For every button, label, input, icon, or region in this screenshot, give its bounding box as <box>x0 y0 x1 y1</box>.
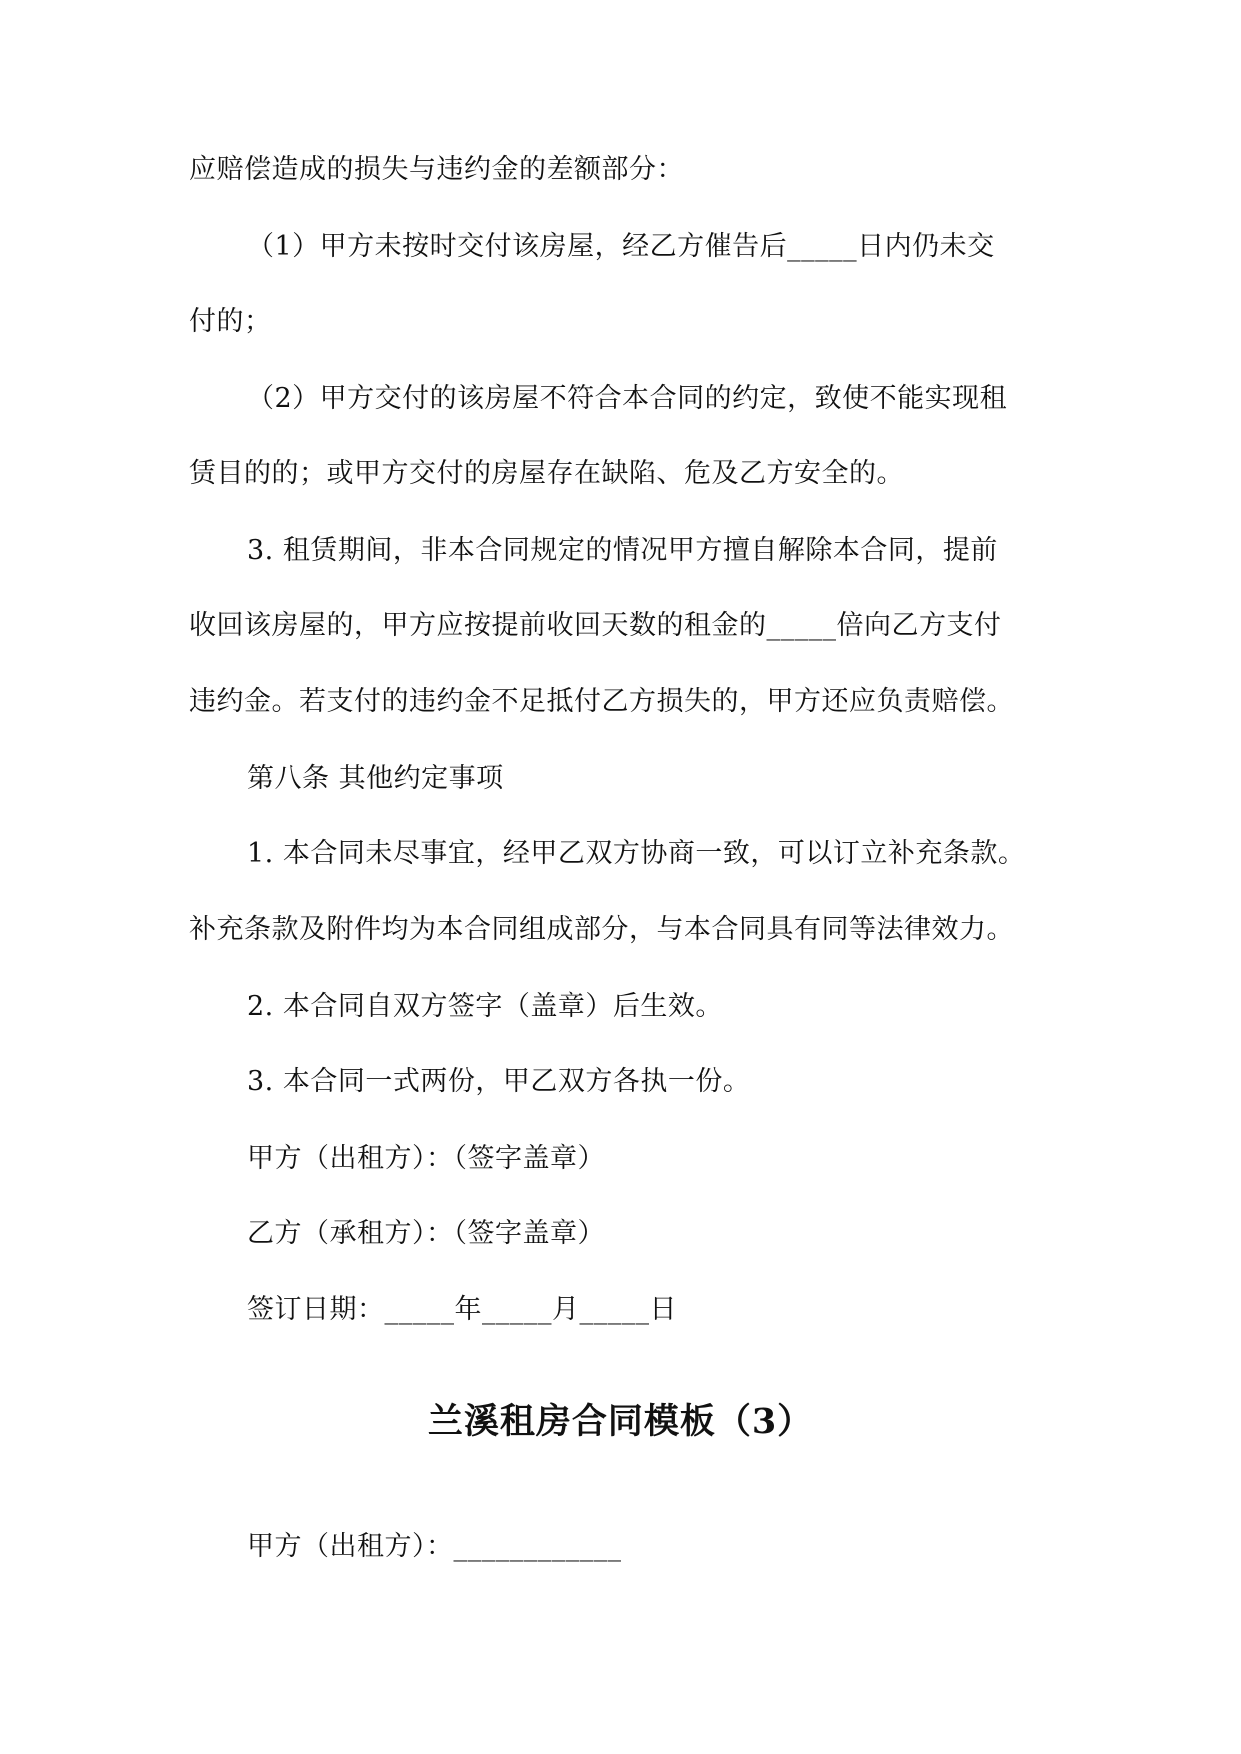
section-heading: 第八条 其他约定事项 <box>247 763 504 794</box>
paragraph-line: 1. 本合同未尽事宜，经甲乙双方协商一致，可以订立补充条款。 <box>247 838 1026 869</box>
document-title: 兰溪租房合同模板（3） <box>427 1401 814 1442</box>
paragraph-line: （2）甲方交付的该房屋不符合本合同的约定，致使不能实现租 <box>247 383 1008 414</box>
paragraph-line: 付的； <box>189 306 272 337</box>
signature-line-party-a: 甲方（出租方）：（签字盖章） <box>247 1143 605 1174</box>
paragraph-line: 赁目的的；或甲方交付的房屋存在缺陷、危及乙方安全的。 <box>189 458 904 489</box>
paragraph-line: 3. 租赁期间，非本合同规定的情况甲方擅自解除本合同，提前 <box>247 535 998 566</box>
paragraph-line: 补充条款及附件均为本合同组成部分，与本合同具有同等法律效力。 <box>189 914 1014 945</box>
paragraph-line: 违约金。若支付的违约金不足抵付乙方损失的，甲方还应负责赔偿。 <box>189 686 1014 717</box>
paragraph-line: 2. 本合同自双方签字（盖章）后生效。 <box>247 991 723 1022</box>
paragraph-line: （1）甲方未按时交付该房屋，经乙方催告后_____日内仍未交 <box>247 231 995 262</box>
paragraph-line: 应赔偿造成的损失与违约金的差额部分： <box>189 154 684 185</box>
party-a-line: 甲方（出租方）：____________ <box>247 1531 622 1562</box>
paragraph-line: 收回该房屋的，甲方应按提前收回天数的租金的_____倍向乙方支付 <box>189 610 1002 641</box>
signature-line-party-b: 乙方（承租方）：（签字盖章） <box>247 1218 605 1249</box>
signing-date-line: 签订日期：_____年_____月_____日 <box>247 1294 677 1325</box>
paragraph-line: 3. 本合同一式两份，甲乙双方各执一份。 <box>247 1066 751 1097</box>
